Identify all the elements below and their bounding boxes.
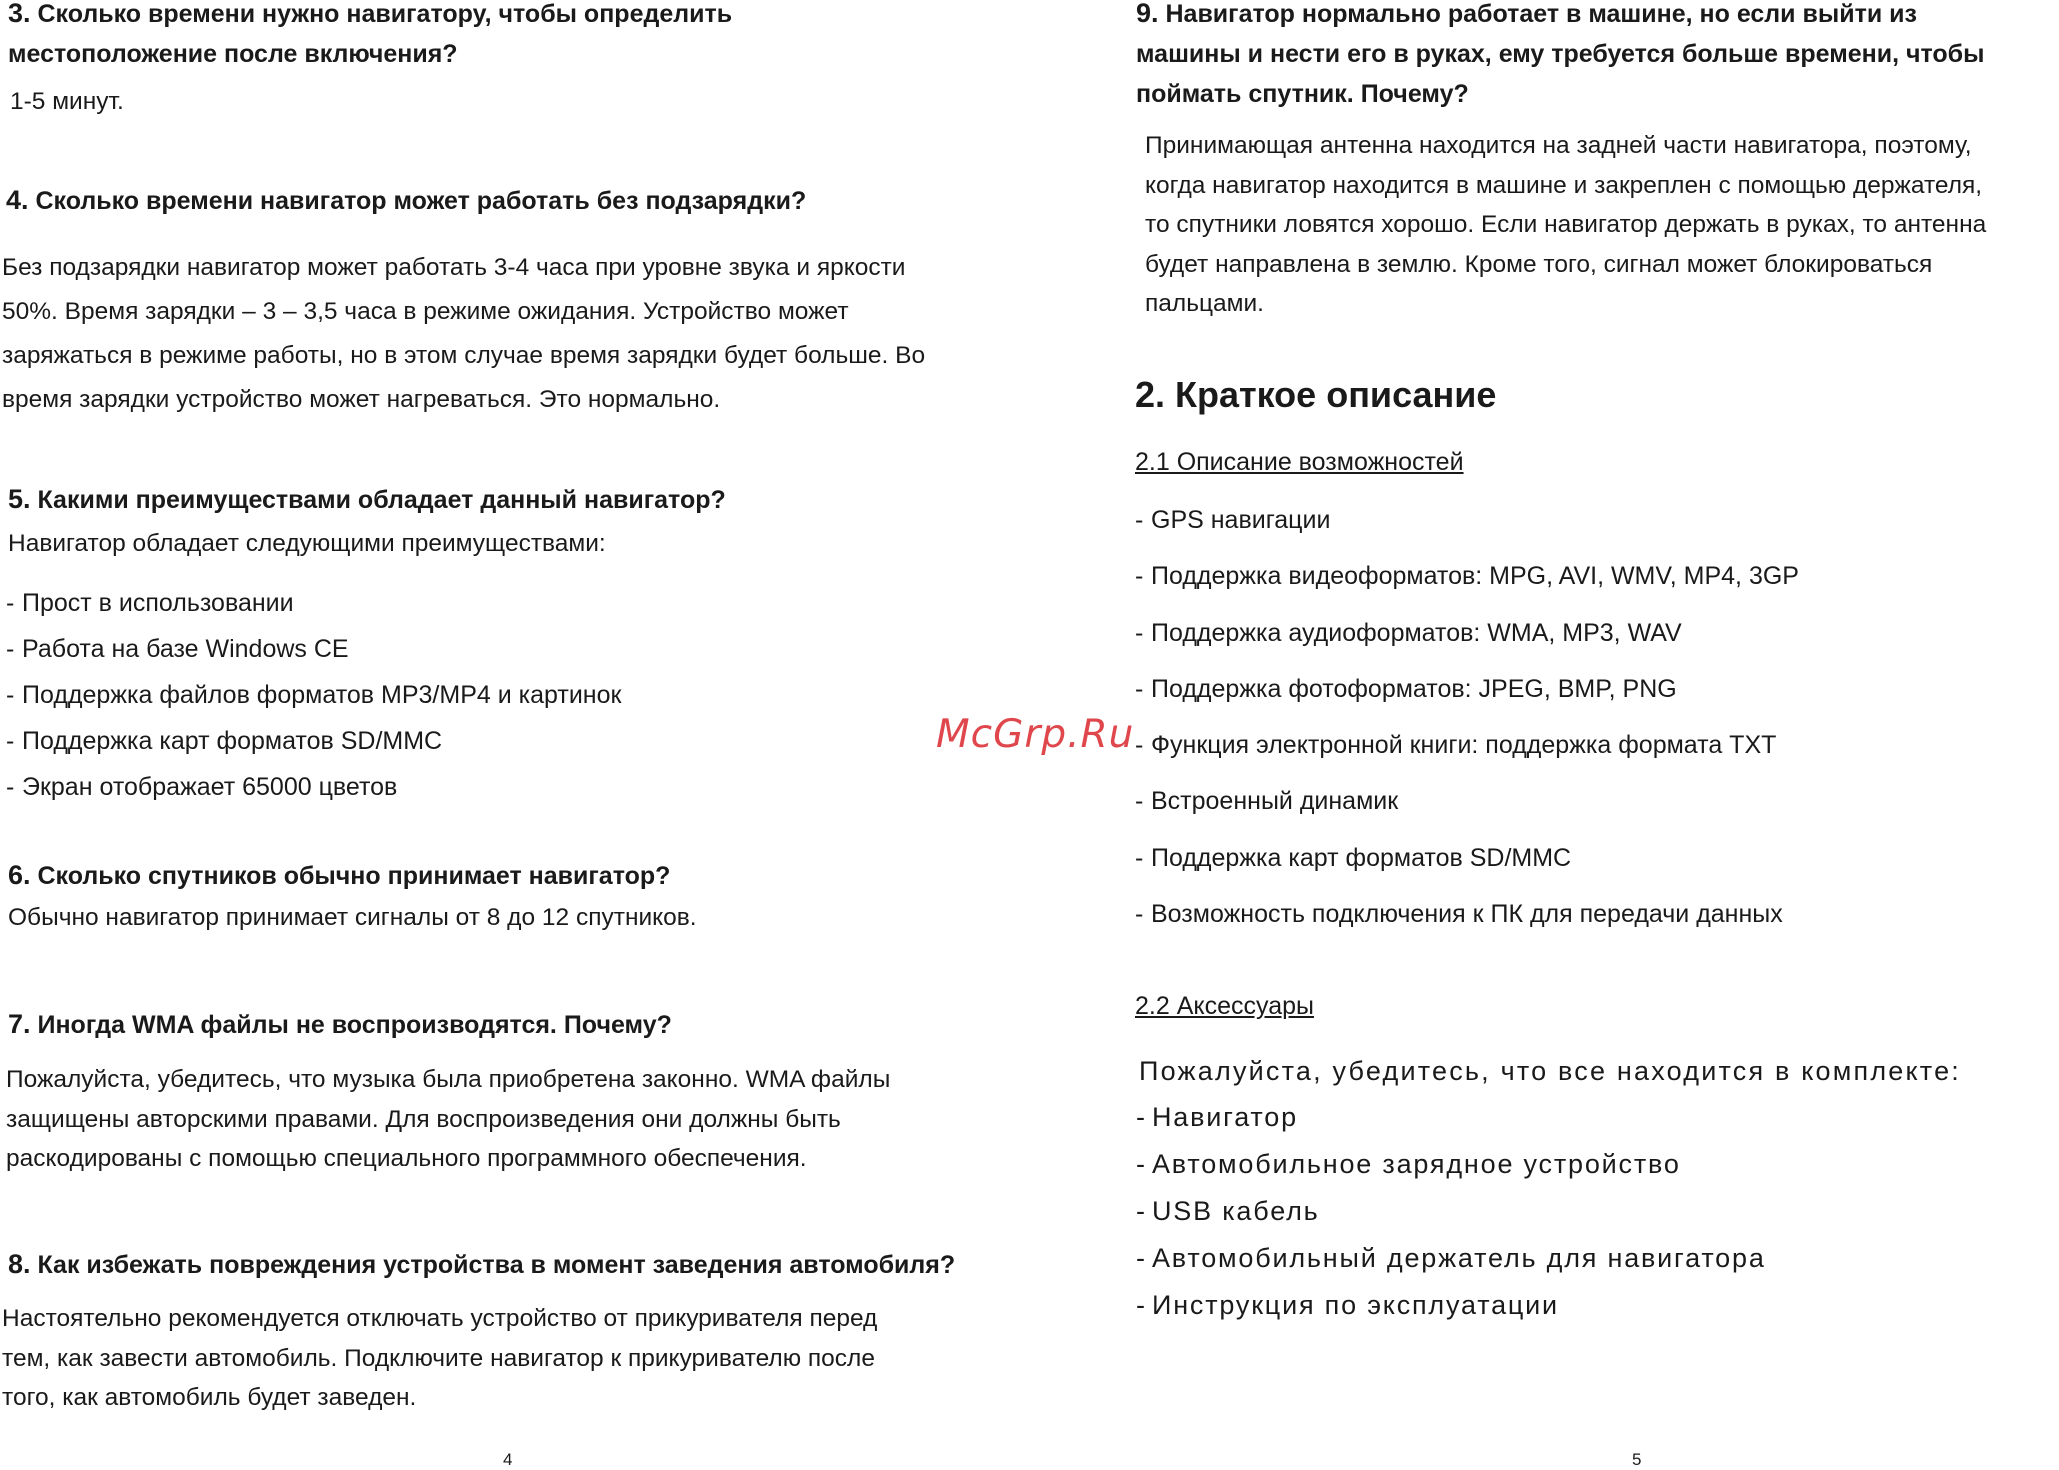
feature-item: - Встроенный динамик: [1135, 787, 1399, 816]
advantage-item: - Поддержка карт форматов SD/MMC: [6, 727, 443, 755]
answer-3: 1-5 минут.: [10, 88, 124, 115]
advantage-item: - Поддержка файлов форматов MP3/MP4 и картинок: [6, 681, 622, 709]
accessory-item: - Автомобильное зарядное устройство: [1136, 1149, 1681, 1179]
answer-9: [1145, 126, 1986, 324]
question-3: [8, 0, 732, 74]
answer-9-line-2: когда навигатор находится в машине и закреплен с помощью держателя,: [1145, 171, 1983, 199]
advantage-item: - Работа на базе Windows CE: [6, 635, 349, 663]
question-6-text: Сколько спутников обычно принимает навигатор?: [37, 862, 671, 890]
question-9-line-3: поймать спутник. Почему?: [1136, 80, 1469, 108]
feature-item: - Поддержка карт форматов SD/MMC: [1135, 843, 1572, 872]
accessory-item: - USB кабель: [1136, 1196, 1320, 1226]
feature-item: - Возможность подключения к ПК для передачи данных: [1135, 900, 1783, 929]
question-4: [6, 180, 806, 221]
accessory-item: - Инструкция по эксплуатации: [1136, 1290, 1559, 1320]
feature-item: - Поддержка аудиоформатов: WMA, MP3, WAV: [1135, 618, 1682, 647]
answer-7-line-2: защищены авторскими правами. Для воспроизведения они должны быть: [6, 1105, 841, 1133]
left-page: [0, 0, 1020, 1470]
answer-6: Обычно навигатор принимает сигналы от 8 до 12 спутников.: [8, 904, 697, 931]
question-3-line-2: местоположение после включения?: [8, 40, 458, 68]
accessory-item: - Автомобильный держатель для навигатора: [1136, 1243, 1766, 1273]
features-list: [1135, 492, 1799, 942]
feature-item: - Поддержка фотоформатов: JPEG, BMP, PNG: [1135, 674, 1677, 703]
answer-8-line-1: Настоятельно рекомендуется отключать устройство от прикуривателя перед: [2, 1305, 878, 1332]
answer-7: [6, 1060, 890, 1179]
answer-9-line-5: пальцами.: [1145, 290, 1264, 317]
question-8: [8, 1244, 955, 1285]
answer-4-line-1: Без подзарядки навигатор может работать 3-4 часа при уровне звука и яркости: [2, 254, 906, 281]
advantage-item: - Прост в использовании: [6, 589, 294, 617]
question-3-line-1: Сколько времени нужно навигатору, чтобы определить: [37, 0, 733, 28]
question-7: [8, 1004, 672, 1045]
answer-8-line-3: того, как автомобиль будет заведен.: [2, 1384, 417, 1411]
answer-9-line-4: будет направлена в землю. Кроме того, сигнал может блокироваться: [1145, 250, 1933, 278]
answer-8: [2, 1299, 877, 1418]
question-6: [8, 855, 670, 896]
page-number-right: 5: [1632, 1450, 1642, 1469]
answer-4-line-4: время зарядки устройство может нагреваться. Это нормально.: [2, 386, 721, 413]
section-heading: 2. Краткое описание: [1135, 374, 1497, 415]
question-3-number: 3.: [8, 0, 31, 28]
accessories-list: [1136, 1094, 1766, 1329]
answer-5-intro: Навигатор обладает следующими преимуществами:: [8, 530, 606, 557]
page-number-left: 4: [503, 1450, 513, 1469]
question-5: [8, 479, 726, 520]
watermark: McGrp.Ru: [936, 712, 1135, 757]
question-6-number: 6.: [8, 860, 31, 890]
question-5-text: Какими преимуществами обладает данный навигатор?: [37, 486, 726, 514]
answer-4-line-2: 50%. Время зарядки – 3 – 3,5 часа в режиме ожидания. Устройство может: [2, 298, 849, 325]
answer-7-line-3: раскодированы с помощью специального программного обеспечения.: [6, 1145, 807, 1172]
advantage-item: - Экран отображает 65000 цветов: [6, 773, 398, 801]
question-9-line-1: Навигатор нормально работает в машине, но если выйти из: [1165, 0, 1917, 28]
accessory-item: - Навигатор: [1136, 1102, 1298, 1132]
answer-4-line-3: заряжаться в режиме работы, но в этом случае время зарядки будет больше. Во: [2, 342, 926, 369]
question-7-number: 7.: [8, 1009, 31, 1039]
answer-8-line-2: тем, как завести автомобиль. Подключите навигатор к прикуривателю после: [2, 1344, 875, 1372]
advantages-list: [6, 580, 621, 810]
answer-9-line-3: то спутники ловятся хорошо. Если навигатор держать в руках, то антенна: [1145, 211, 1987, 238]
feature-item: - Поддержка видеоформатов: MPG, AVI, WMV, MP4, 3GP: [1135, 562, 1799, 591]
question-5-number: 5.: [8, 484, 31, 514]
answer-7-line-1: Пожалуйста, убедитесь, что музыка была приобретена законно. WMA файлы: [6, 1066, 891, 1093]
question-7-text: Иногда WMA файлы не воспроизводятся. Почему?: [37, 1011, 672, 1039]
question-9-number: 9.: [1136, 0, 1159, 28]
answer-9-line-1: Принимающая антенна находится на задней части навигатора, поэтому,: [1145, 132, 1972, 159]
features-subheading: 2.1 Описание возможностей: [1135, 448, 1464, 476]
question-8-number: 8.: [8, 1249, 31, 1279]
question-8-text: Как избежать повреждения устройства в момент заведения автомобиля?: [37, 1251, 956, 1279]
answer-4: [2, 246, 925, 422]
feature-item: - GPS навигации: [1135, 506, 1331, 534]
question-4-number: 4.: [6, 185, 29, 215]
feature-item: - Функция электронной книги: поддержка формата TXT: [1135, 731, 1777, 760]
question-9-line-2: машины и нести его в руках, ему требуется больше времени, чтобы: [1136, 40, 1985, 68]
accessories-intro: Пожалуйста, убедитесь, что все находится в комплекте:: [1139, 1056, 1961, 1086]
accessories-subheading: 2.2 Аксессуары: [1135, 992, 1314, 1020]
right-page: [1130, 0, 2059, 1470]
question-9: [1136, 0, 1984, 114]
question-4-text: Сколько времени навигатор может работать без подзарядки?: [35, 187, 807, 215]
